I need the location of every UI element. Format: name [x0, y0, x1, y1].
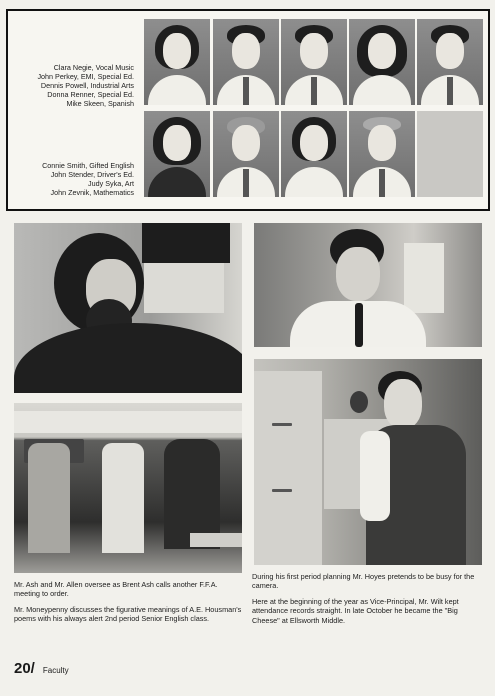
caption-wilt: Here at the beginning of the year as Vice-Principal, Mr. Wilt kept attendance records straight. In late October he became the "Big Cheese" at Ellsworth Middle.	[252, 596, 459, 625]
faculty-name: Dennis Powell, Industrial Arts	[40, 81, 134, 90]
portrait-photo	[144, 19, 210, 105]
portrait-photo	[213, 111, 279, 197]
photo-ffa-meeting	[14, 403, 242, 573]
faculty-name: John Perkey, EMI, Special Ed.	[37, 72, 134, 81]
page-number: 20/	[14, 660, 35, 677]
photo-teacher-wilt	[254, 359, 482, 565]
faculty-portrait-panel	[6, 9, 490, 211]
faculty-names-row-1	[37, 63, 134, 108]
section-label: Faculty	[42, 666, 69, 675]
faculty-names-row-2	[42, 161, 134, 197]
portrait-photo	[281, 111, 347, 197]
portrait-photo	[144, 111, 210, 197]
portrait-photo	[349, 111, 415, 197]
page-folio	[14, 660, 69, 677]
photo-teacher-moneypenny	[14, 223, 242, 393]
faculty-name: Judy Syka, Art	[88, 179, 134, 188]
caption-hoyes: During his first period planning Mr. Hoyes pretends to be busy for the camera.	[252, 572, 475, 591]
caption-left	[14, 580, 244, 630]
faculty-name: John Zevnik, Mathematics	[50, 188, 134, 197]
faculty-name: Connie Smith, Gifted English	[42, 161, 134, 170]
faculty-name: Mike Skeen, Spanish	[66, 99, 134, 108]
faculty-name: Clara Negie, Vocal Music	[53, 63, 134, 72]
caption-right	[252, 572, 484, 631]
portrait-placeholder	[417, 111, 483, 197]
portrait-photo	[281, 19, 347, 105]
photo-teacher-hoyes	[254, 223, 482, 347]
portrait-photo	[349, 19, 415, 105]
faculty-name: John Stender, Driver's Ed.	[50, 170, 134, 179]
caption-ffa-meeting: Mr. Ash and Mr. Allen oversee as Brent Ash calls another F.F.A. meeting to order.	[14, 580, 218, 599]
caption-moneypenny: Mr. Moneypenny discusses the figurative meanings of A.E. Housman's poems with his always alert 2nd period Senior English class.	[14, 604, 242, 624]
portrait-photo	[213, 19, 279, 105]
portrait-photo	[417, 19, 483, 105]
faculty-name: Donna Renner, Special Ed.	[47, 90, 134, 99]
